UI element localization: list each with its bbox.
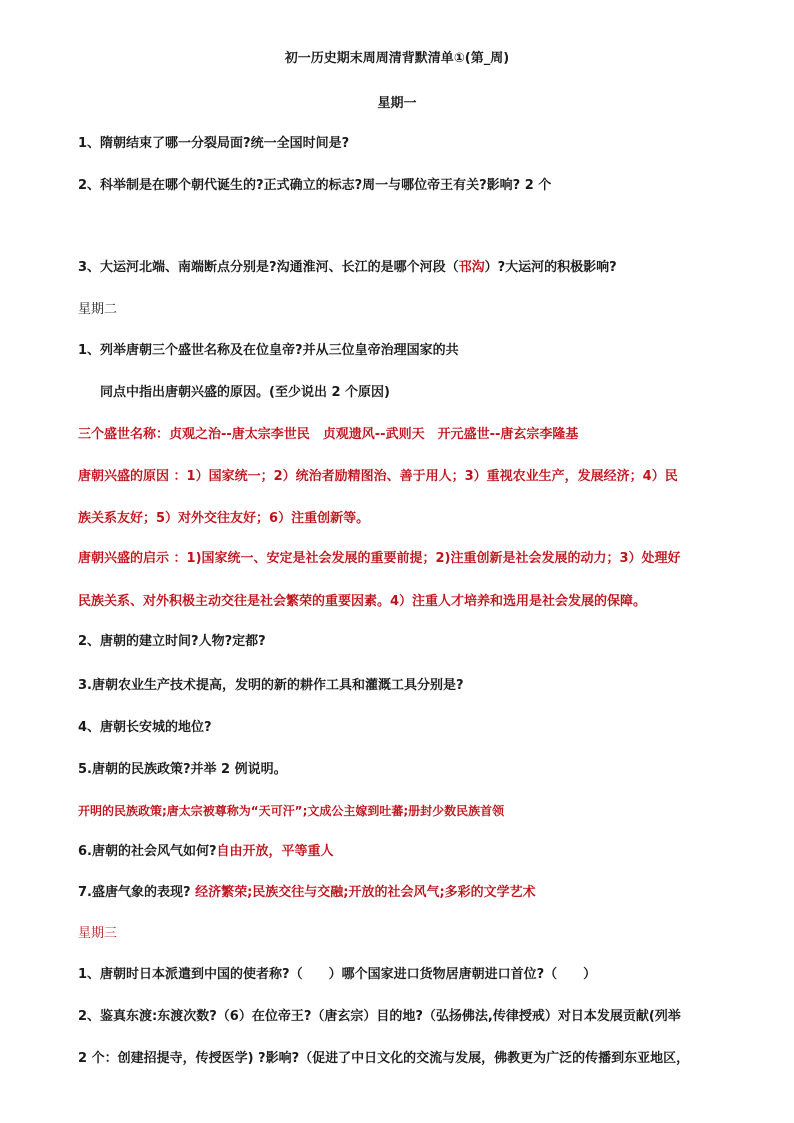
- question-japan-envoys: 1、唐朝时日本派遣到中国的使者称?（ ）哪个国家进口货物居唐朝进口首位?（ ）: [78, 967, 597, 982]
- day-heading-monday: 星期一: [377, 96, 417, 111]
- answer-prosperity-reasons-cont: 族关系友好；5）对外交往友好；6）注重创新等。: [78, 511, 370, 526]
- question-ethnic-policy: 5.唐朝的民族政策?并举 2 例说明。: [78, 762, 287, 777]
- question-social-atmosphere: [78, 843, 724, 861]
- question-high-tang-features: [78, 884, 724, 902]
- day-heading-wednesday: 星期三: [78, 926, 118, 941]
- document-title: 初一历史期末周周清背默清单①(第_周): [284, 51, 510, 66]
- answer-text: 自由开放，平等重人: [216, 844, 334, 859]
- question-changan-status: 4、唐朝长安城的地位?: [78, 720, 212, 735]
- question-jianzhen: 2、鉴真东渡:东渡次数?（6）在位帝王?（唐玄宗）目的地?（弘扬佛法,传律授戒）对日本发展贡献(列举: [78, 1009, 681, 1024]
- question-tang-founding: 2、唐朝的建立时间?人物?定都?: [78, 634, 266, 649]
- answer-prosperous-ages-names: 三个盛世名称：贞观之治--唐太宗李世民 贞观遗风--武则天 开元盛世--唐玄宗李隆基: [78, 427, 579, 442]
- question-text: ）?大运河的积极影响?: [484, 260, 617, 275]
- answer-text: 经济繁荣;民族交往与交融;开放的社会风气;多彩的文学艺术: [195, 885, 536, 900]
- day-heading-tuesday: 星期二: [78, 302, 118, 317]
- question-jianzhen-cont: 2 个：创建招提寺，传授医学) ?影响?（促进了中日文化的交流与发展，佛教更为广泛的传播到东亚地区，: [78, 1051, 690, 1066]
- question-keju-system: 2、科举制是在哪个朝代诞生的?正式确立的标志?周一与哪位帝王有关?影响? 2 个: [78, 178, 552, 193]
- question-grand-canal: [78, 259, 724, 277]
- question-tang-prosperous-ages-cont: 同点中指出唐朝兴盛的原因。(至少说出 2 个原因): [100, 385, 390, 400]
- answer-prosperity-inspiration: 唐朝兴盛的启示 ：1)国家统一、安定是社会发展的重要前提；2)注重创新是社会发展的动力；3）处理好: [78, 551, 681, 566]
- question-text: 3、大运河北端、南端断点分别是?沟通淮河、长江的是哪个河段（: [78, 260, 459, 275]
- answer-text: 邗沟: [458, 260, 485, 275]
- answer-prosperity-reasons: 唐朝兴盛的原因 ：1）国家统一；2）统治者励精图治、善于用人；3）重视农业生产，发展经济；4）民: [78, 469, 678, 484]
- answer-ethnic-policy: 开明的民族政策;唐太宗被尊称为“天可汗”;文成公主嫁到吐蕃;册封少数民族首领: [78, 804, 505, 818]
- answer-prosperity-inspiration-cont: 民族关系、对外积极主动交往是社会繁荣的重要因素。4）注重人才培养和选用是社会发展的保障。: [78, 594, 647, 609]
- question-tang-farm-tools: 3.唐朝农业生产技术提高，发明的新的耕作工具和灌溉工具分别是?: [78, 678, 464, 693]
- question-text: 7.盛唐气象的表现?: [78, 885, 196, 900]
- question-tang-prosperous-ages: 1、列举唐朝三个盛世名称及在位皇帝?并从三位皇帝治理国家的共: [78, 343, 459, 358]
- question-sui-unification: 1、隋朝结束了哪一分裂局面?统一全国时间是?: [78, 136, 350, 151]
- question-text: 6.唐朝的社会风气如何?: [78, 844, 217, 859]
